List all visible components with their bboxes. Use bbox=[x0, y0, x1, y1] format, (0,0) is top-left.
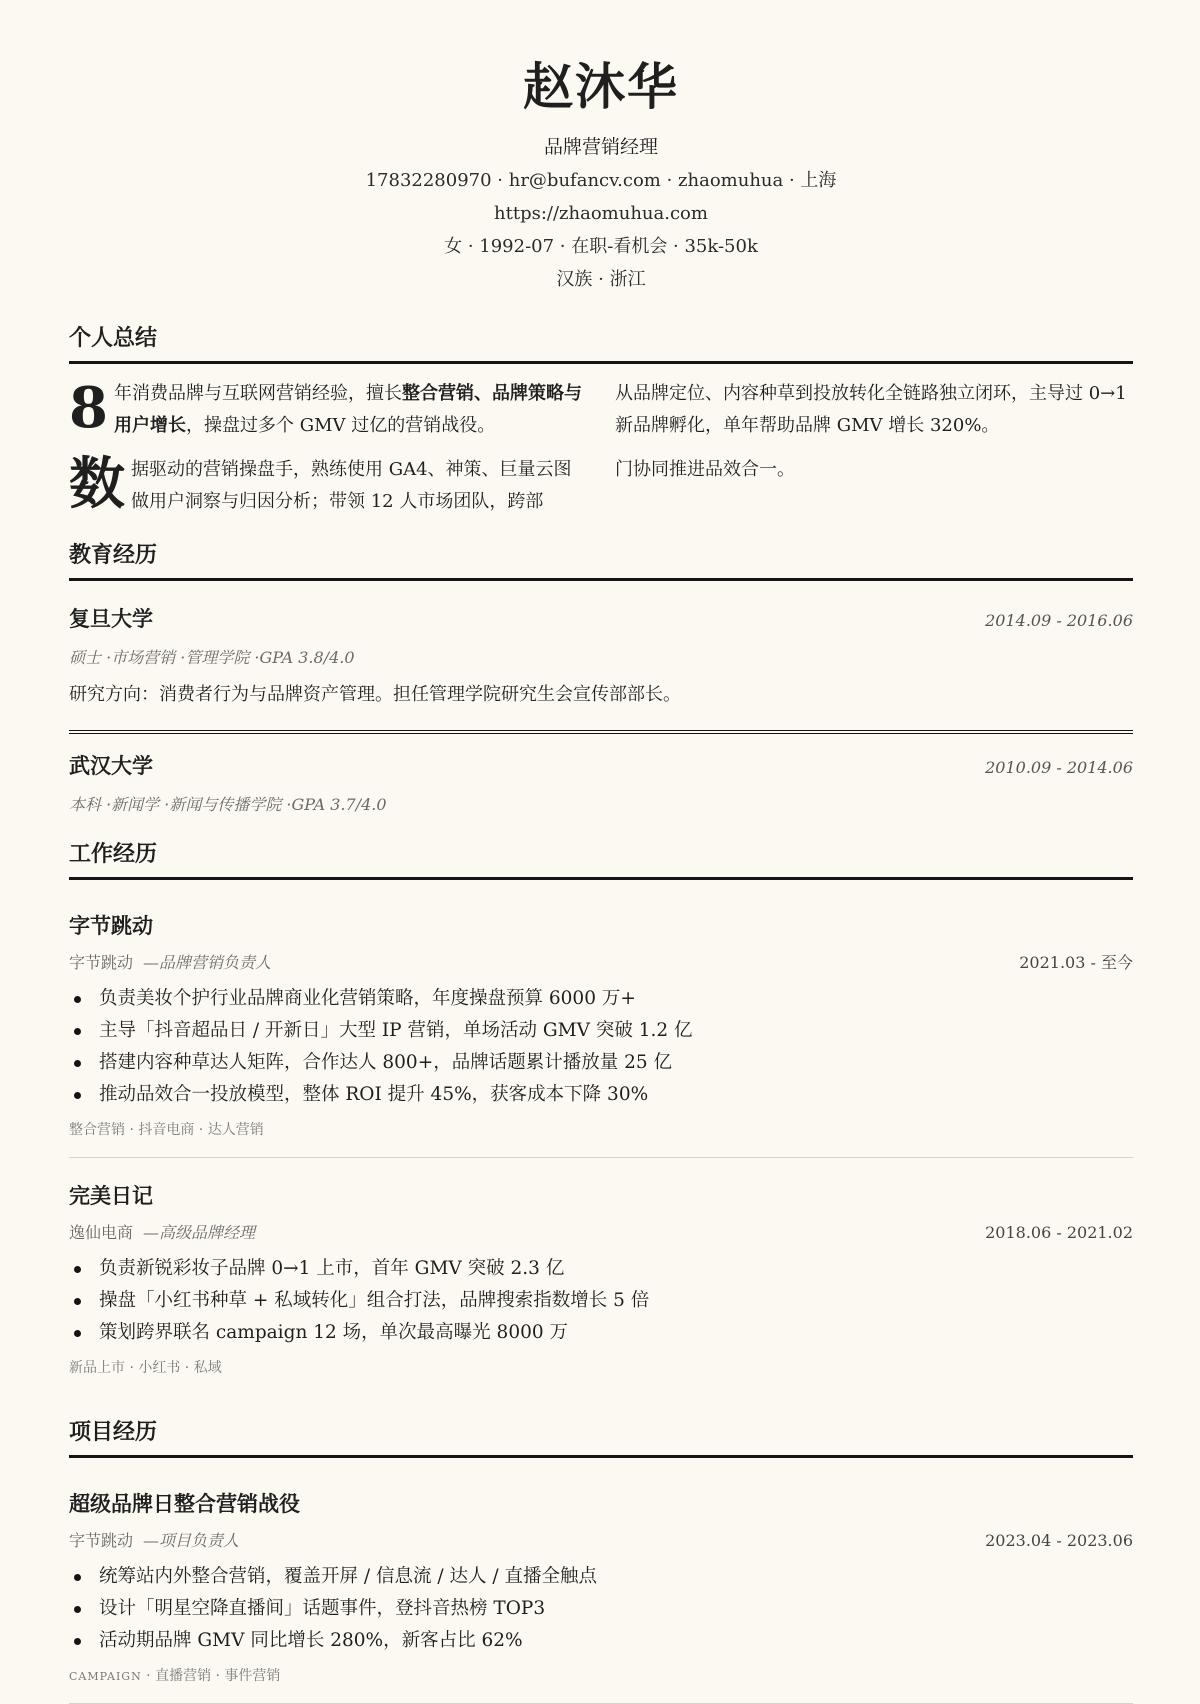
project-tag-rest: · 直播营销 · 事件营销 bbox=[141, 1668, 281, 1684]
summary-text: ，操盘过多个 GMV 过亿的营销战役。 bbox=[185, 415, 496, 436]
work-date: 2018.06 - 2021.02 bbox=[985, 1223, 1133, 1242]
education-date: 2010.09 - 2014.06 bbox=[985, 758, 1133, 777]
work-company: 逸仙电商 bbox=[69, 1223, 134, 1242]
project-company: 字节跳动 bbox=[69, 1531, 134, 1550]
list-item: 负责美妆个护行业品牌商业化营销策略，年度操盘预算 6000 万+ bbox=[69, 983, 1133, 1015]
summary-paragraph-3: 从品牌定位、内容种草到投放转化全链路独立闭环，主导过 0→1 新品牌孵化，单年帮助品牌 GMV 增长 320%。 bbox=[615, 383, 1127, 436]
school-name: 复旦大学 bbox=[69, 606, 153, 631]
summary-col-2 bbox=[615, 378, 1133, 530]
summary-highlight: 整合营销、品牌策略与用户增长 bbox=[113, 383, 582, 436]
summary-text: 年消费品牌与互联网营销经验，擅长 bbox=[113, 383, 402, 404]
list-item: 操盘「小红书种草 + 私域转化」组合打法，品牌搜索指数增长 5 倍 bbox=[69, 1285, 1133, 1317]
section-title-project: 项目经历 bbox=[69, 1419, 158, 1445]
work-tags: 整合营销 · 抖音电商 · 达人营销 bbox=[69, 1122, 264, 1138]
personal-line: 女 · 1992-07 · 在职-看机会 · 35k-50k bbox=[444, 236, 758, 257]
education-section-head bbox=[69, 544, 1133, 581]
section-title-work: 工作经历 bbox=[69, 841, 158, 867]
summary-paragraph-1 bbox=[69, 375, 587, 442]
list-item: 设计「明星空降直播间」话题事件，登抖音热榜 TOP3 bbox=[69, 1593, 1133, 1625]
education-item bbox=[69, 581, 1133, 706]
website-line: https://zhaomuhua.com bbox=[494, 203, 708, 224]
education-meta: 本科 ·新闻学 ·新闻与传播学院 ·GPA 3.7/4.0 bbox=[69, 795, 387, 814]
summary-paragraph-2 bbox=[69, 451, 587, 518]
project-role: —项目负责人 bbox=[143, 1531, 240, 1550]
project-tags bbox=[69, 1665, 1133, 1685]
list-item: 搭建内容种草达人矩阵，合作达人 800+，品牌话题累计播放量 25 亿 bbox=[69, 1047, 1133, 1079]
project-title: 超级品牌日整合营销战役 bbox=[69, 1491, 300, 1516]
section-title-summary: 个人总结 bbox=[69, 325, 158, 351]
work-role: —品牌营销负责人 bbox=[143, 953, 272, 972]
origin-line: 汉族 · 浙江 bbox=[556, 269, 646, 290]
section-rule bbox=[69, 361, 1133, 364]
project-section-head bbox=[69, 1421, 1133, 1458]
list-item: 负责新锐彩妆子品牌 0→1 上市，首年 GMV 突破 2.3 亿 bbox=[69, 1253, 1133, 1285]
education-desc: 研究方向：消费者行为与品牌资产管理。担任管理学院研究生会宣传部部长。 bbox=[69, 684, 681, 705]
education-item bbox=[69, 734, 1133, 815]
work-item bbox=[69, 1158, 1133, 1377]
education-meta: 硕士 ·市场营销 ·管理学院 ·GPA 3.8/4.0 bbox=[69, 648, 355, 667]
list-item: 统筹站内外整合营销，覆盖开屏 / 信息流 / 达人 / 直播全触点 bbox=[69, 1561, 1133, 1593]
project-date: 2023.04 - 2023.06 bbox=[985, 1531, 1133, 1550]
work-date: 2021.03 - 至今 bbox=[1019, 953, 1133, 972]
work-tags: 新品上市 · 小红书 · 私域 bbox=[69, 1360, 222, 1376]
resume-header bbox=[69, 0, 1133, 289]
summary-paragraph-4: 门协同推进品效合一。 bbox=[615, 459, 795, 480]
work-section-head bbox=[69, 843, 1133, 880]
job-title: 品牌营销经理 bbox=[543, 136, 658, 158]
work-company: 字节跳动 bbox=[69, 953, 134, 972]
dropcap: 8 bbox=[69, 375, 108, 441]
dropcap: 数 bbox=[69, 451, 125, 517]
list-item: 推动品效合一投放模型，整体 ROI 提升 45%，获客成本下降 30% bbox=[69, 1079, 1133, 1111]
education-date: 2014.09 - 2016.06 bbox=[985, 611, 1133, 630]
list-item: 活动期品牌 GMV 同比增长 280%，新客占比 62% bbox=[69, 1625, 1133, 1657]
project-bullets bbox=[69, 1561, 1133, 1657]
work-role: —高级品牌经理 bbox=[143, 1223, 256, 1242]
project-item bbox=[69, 1458, 1133, 1704]
project-tag-caps: CAMPAIGN bbox=[69, 1670, 142, 1683]
summary-section-head bbox=[69, 327, 1133, 364]
work-bullets bbox=[69, 1253, 1133, 1349]
list-item: 主导「抖音超品日 / 开新日」大型 IP 营销，单场活动 GMV 突破 1.2 亿 bbox=[69, 1015, 1133, 1047]
summary-col-1 bbox=[69, 375, 587, 530]
section-title-education: 教育经历 bbox=[69, 542, 158, 568]
work-title: 完美日记 bbox=[69, 1183, 153, 1208]
work-title: 字节跳动 bbox=[69, 913, 153, 938]
summary-text: 据驱动的营销操盘手，熟练使用 GA4、神策、巨量云图做用户洞察与归因分析；带领 12 人市场团队，跨部 bbox=[131, 459, 572, 512]
summary-body bbox=[69, 375, 1133, 530]
contact-line: 17832280970 · hr@bufancv.com · zhaomuhua · 上海 bbox=[365, 170, 837, 191]
candidate-name: 赵沐华 bbox=[523, 57, 679, 116]
school-name: 武汉大学 bbox=[69, 753, 153, 778]
work-item bbox=[69, 880, 1133, 1158]
work-bullets bbox=[69, 983, 1133, 1111]
list-item: 策划跨界联名 campaign 12 场，单次最高曝光 8000 万 bbox=[69, 1317, 1133, 1349]
